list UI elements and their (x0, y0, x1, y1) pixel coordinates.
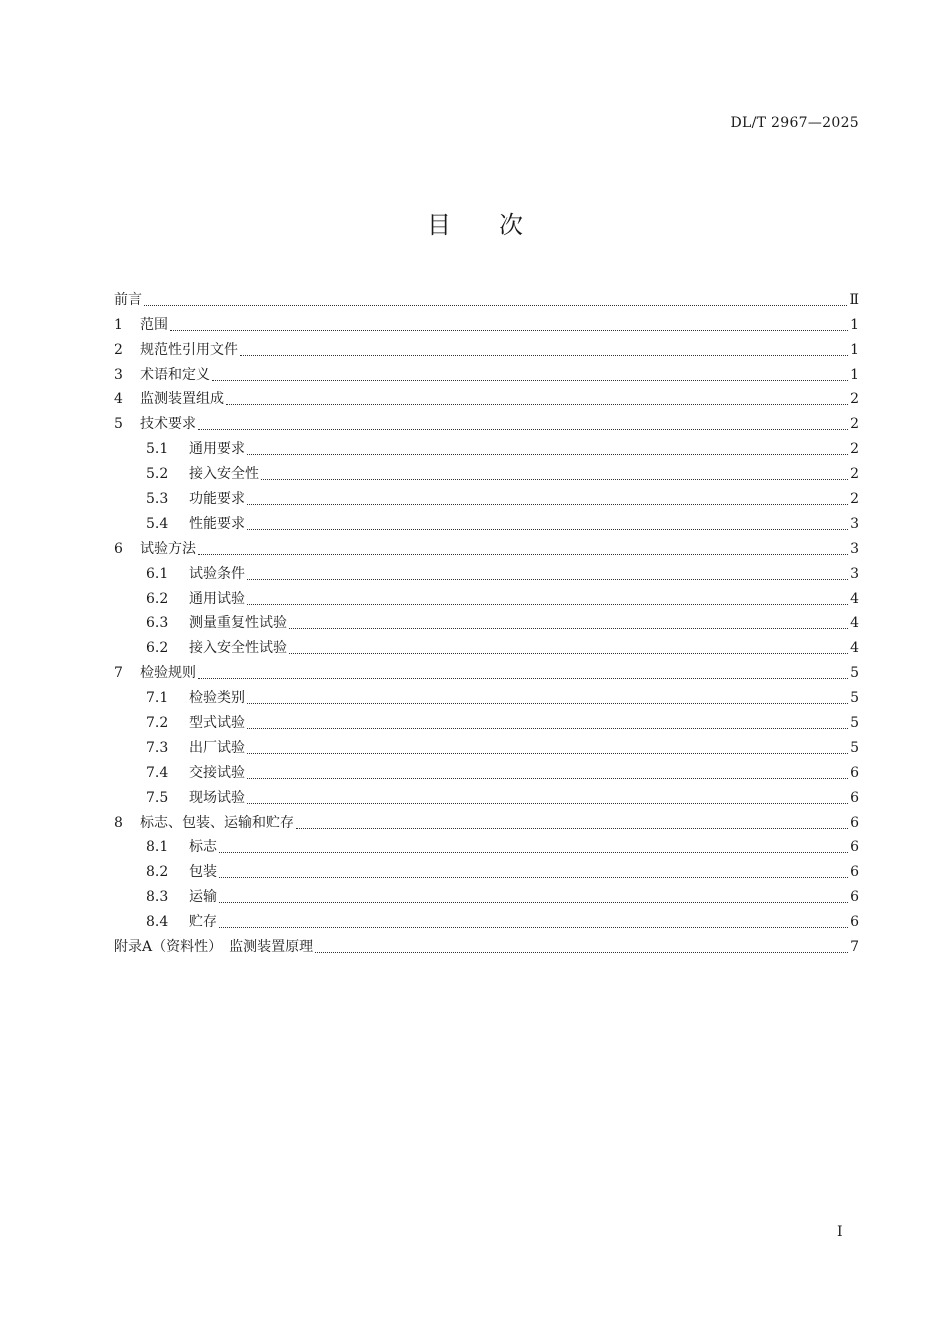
toc-entry-number: 5.1 (146, 441, 169, 458)
toc-dot-leader (219, 876, 848, 878)
toc-entry-number: 6.1 (146, 565, 169, 582)
toc-entry-label: 标志、包装、运输和贮存 (140, 814, 294, 831)
toc-entry-number: 5.3 (146, 491, 169, 508)
toc-entry-page: 2 (850, 391, 859, 408)
toc-entry-label: 技术要求 (140, 416, 196, 433)
toc-entry-page: 3 (850, 565, 859, 582)
toc-entry[interactable] (114, 709, 859, 734)
toc-entry[interactable] (114, 510, 859, 535)
toc-entry-page: 6 (850, 814, 859, 831)
toc-dot-leader (219, 926, 848, 928)
toc-entry-label: 试验方法 (140, 540, 196, 557)
toc-entry-label: 规范性引用文件 (140, 341, 238, 358)
toc-entry-number: 7.1 (146, 690, 169, 707)
toc-entry-page: 5 (850, 690, 859, 707)
toc-entry-number: 7 (114, 665, 123, 682)
toc-entry-number: 4 (114, 391, 123, 408)
toc-entry-page: 1 (850, 366, 859, 383)
toc-dot-leader (247, 603, 848, 605)
toc-entry[interactable] (114, 485, 859, 510)
toc-entry-page: 2 (850, 441, 859, 458)
toc-entry-number: 8 (114, 814, 123, 831)
toc-entry[interactable] (114, 410, 859, 435)
toc-entry[interactable] (114, 386, 859, 411)
toc-entry[interactable] (114, 460, 859, 485)
toc-entry-label: 术语和定义 (140, 366, 210, 383)
document-id: DL/T 2967—2025 (730, 115, 859, 131)
toc-entry[interactable] (114, 659, 859, 684)
toc-entry-number: 7.5 (146, 789, 169, 806)
toc-entry-page: 4 (850, 640, 859, 657)
toc-entry-page: 6 (850, 889, 859, 906)
toc-entry-label: 交接试验 (189, 764, 245, 781)
toc-dot-leader (289, 627, 848, 629)
toc-entry-label: 检验规则 (140, 665, 196, 682)
page-number: I (837, 1224, 843, 1240)
toc-entry-page: 6 (850, 764, 859, 781)
toc-entry[interactable] (114, 336, 859, 361)
toc-entry-number: 5 (114, 416, 123, 433)
toc-entry[interactable] (114, 858, 859, 883)
toc-entry[interactable] (114, 784, 859, 809)
toc-entry-page: 3 (850, 515, 859, 532)
toc-entry-page: 5 (850, 715, 859, 732)
toc-entry-label: 测量重复性试验 (189, 615, 287, 632)
toc-entry-page: 6 (850, 789, 859, 806)
toc-dot-leader (240, 354, 848, 356)
toc-dot-leader (247, 453, 848, 455)
toc-entry-number: 5.4 (146, 515, 169, 532)
toc-entry-number: 8.2 (146, 864, 169, 881)
toc-entry-label: 性能要求 (189, 515, 245, 532)
toc-entry-number: 7.4 (146, 764, 169, 781)
toc-entry[interactable] (114, 734, 859, 759)
toc-entry-page: 6 (850, 864, 859, 881)
toc-dot-leader (247, 752, 848, 754)
toc-entry-page: 2 (850, 416, 859, 433)
toc-entry-label: 接入安全性试验 (189, 640, 287, 657)
toc-dot-leader (219, 851, 848, 853)
toc-dot-leader (247, 528, 848, 530)
toc-entry-number: 8.3 (146, 889, 169, 906)
toc-entry-page: 1 (850, 316, 859, 333)
toc-entry-page: 5 (850, 665, 859, 682)
toc-entry-label: 包装 (189, 864, 217, 881)
toc-dot-leader (261, 478, 848, 480)
toc-entry[interactable] (114, 435, 859, 460)
toc-entry-label: 功能要求 (189, 491, 245, 508)
toc-dot-leader (226, 403, 848, 405)
toc-entry-number: 7.3 (146, 739, 169, 756)
toc-entry-label: 出厂试验 (189, 739, 245, 756)
toc-dot-leader (219, 901, 848, 903)
toc-dot-leader (170, 329, 848, 331)
toc-entry-page: 6 (850, 914, 859, 931)
toc-entry-number: 3 (114, 366, 123, 383)
toc-entry-label: 范围 (140, 316, 168, 333)
toc-dot-leader (247, 777, 848, 779)
toc-entry-page: Ⅱ (849, 291, 859, 308)
toc-entry[interactable] (114, 311, 859, 336)
toc-entry-label: 接入安全性 (189, 466, 259, 483)
toc-entry-page: 1 (850, 341, 859, 358)
toc-dot-leader (247, 578, 848, 580)
toc-dot-leader (212, 379, 848, 381)
toc-entry[interactable] (114, 535, 859, 560)
toc-entry[interactable] (114, 759, 859, 784)
toc-entry[interactable] (114, 684, 859, 709)
toc-entry-label: 试验条件 (189, 565, 245, 582)
toc-entry-page: 2 (850, 466, 859, 483)
toc-dot-leader (315, 951, 848, 953)
toc-dot-leader (198, 677, 848, 679)
toc-entry-number: 6.3 (146, 615, 169, 632)
toc-entry[interactable] (114, 834, 859, 859)
toc-dot-leader (289, 652, 848, 654)
toc-dot-leader (296, 827, 848, 829)
toc-entry-label: 通用要求 (189, 441, 245, 458)
toc-dot-leader (247, 727, 848, 729)
toc-dot-leader (144, 304, 847, 306)
table-of-contents (114, 286, 859, 958)
toc-entry-page: 2 (850, 491, 859, 508)
toc-dot-leader (247, 702, 848, 704)
toc-entry-page: 6 (850, 839, 859, 856)
toc-entry-page: 3 (850, 540, 859, 557)
toc-entry-number: 8.4 (146, 914, 169, 931)
toc-entry-page: 4 (850, 590, 859, 607)
toc-entry-page: 4 (850, 615, 859, 632)
toc-entry-label: 监测装置组成 (140, 391, 224, 408)
toc-dot-leader (198, 553, 848, 555)
toc-entry[interactable] (114, 286, 859, 311)
toc-entry-label: 通用试验 (189, 590, 245, 607)
toc-entry-label: 附录A（资料性） 监测装置原理 (114, 939, 314, 956)
toc-dot-leader (247, 503, 848, 505)
toc-entry-number: 6.2 (146, 590, 169, 607)
toc-entry[interactable] (114, 585, 859, 610)
page-title: 目次 (427, 211, 571, 239)
toc-entry[interactable] (114, 908, 859, 933)
toc-dot-leader (247, 802, 848, 804)
toc-entry-label: 现场试验 (189, 789, 245, 806)
toc-entry[interactable] (114, 361, 859, 386)
toc-entry[interactable] (114, 560, 859, 585)
toc-entry-label: 检验类别 (189, 690, 245, 707)
toc-entry-number: 6.2 (146, 640, 169, 657)
toc-entry-number: 7.2 (146, 715, 169, 732)
toc-dot-leader (198, 428, 848, 430)
toc-entry-label: 标志 (189, 839, 217, 856)
toc-entry-number: 6 (114, 540, 123, 557)
toc-entry[interactable] (114, 634, 859, 659)
toc-entry[interactable] (114, 809, 859, 834)
toc-entry-label: 贮存 (189, 914, 217, 931)
toc-entry-number: 8.1 (146, 839, 169, 856)
toc-entry-number: 2 (114, 341, 123, 358)
toc-entry-label: 前言 (114, 291, 142, 308)
toc-entry-label: 型式试验 (189, 715, 245, 732)
toc-entry-page: 5 (850, 739, 859, 756)
toc-entry-label: 运输 (189, 889, 217, 906)
toc-entry-number: 1 (114, 316, 123, 333)
toc-entry[interactable] (114, 883, 859, 908)
toc-entry[interactable] (114, 610, 859, 635)
toc-entry-page: 7 (850, 939, 859, 956)
toc-entry-number: 5.2 (146, 466, 169, 483)
toc-entry[interactable] (114, 933, 859, 958)
